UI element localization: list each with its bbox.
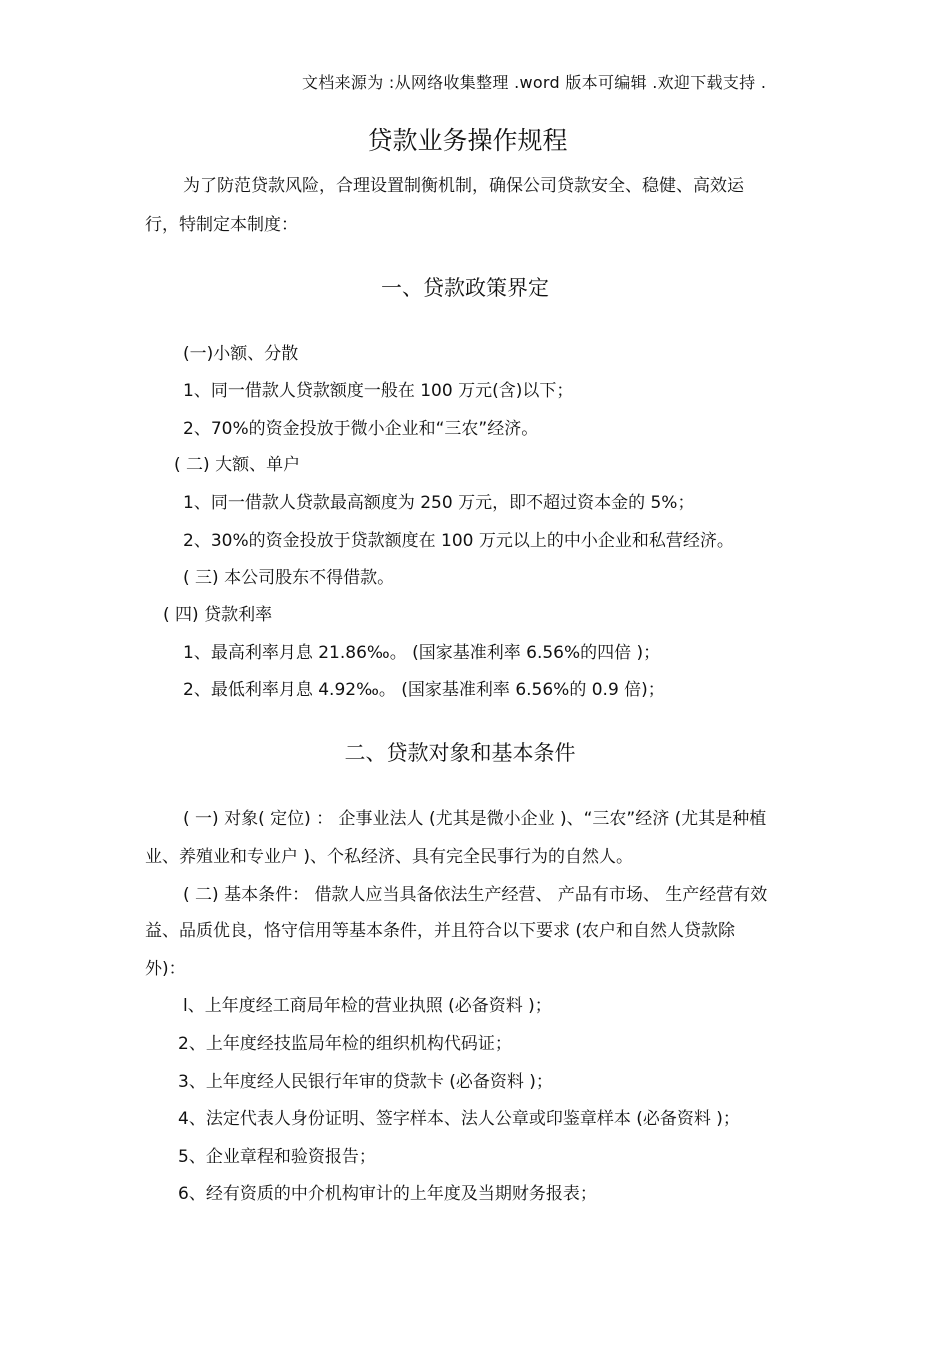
policy-line: 2、30%的资金投放于贷款额度在 100 万元以上的中小企业和私营经济。	[183, 531, 734, 551]
policy-line: 1、最高利率月息 21.86‰。 (国家基准利率 6.56%的四倍 )；	[183, 643, 661, 663]
condition-line: ( 二) 基本条件： 借款人应当具备依法生产经营、 产品有市场、 生产经营有效	[183, 885, 768, 905]
document-title: 贷款业务操作规程	[367, 126, 568, 155]
condition-line: 5、企业章程和验资报告；	[178, 1147, 376, 1167]
intro-paragraph-line: 行，特制定本制度：	[145, 215, 298, 235]
policy-line: (一)小额、分散	[183, 344, 299, 364]
policy-line: 1、同一借款人贷款额度一般在 100 万元(含)以下；	[183, 381, 574, 401]
policy-line: ( 二) 大额、单户	[174, 455, 301, 475]
policy-line: 2、最低利率月息 4.92‰。 (国家基准利率 6.56%的 0.9 倍)；	[183, 680, 665, 700]
section-heading-1: 一、贷款政策界定	[381, 276, 549, 300]
page-header: 文档来源为 :从网络收集整理 .word 版本可编辑 .欢迎下载支持 .	[302, 73, 767, 92]
condition-line: 业、养殖业和专业户 )、个私经济、具有完全民事行为的自然人。	[145, 847, 634, 867]
condition-line: ( 一) 对象( 定位) ： 企事业法人 (尤其是微小企业 )、“三农”经济 (尤其是种植	[183, 809, 767, 829]
condition-line: 6、经有资质的中介机构审计的上年度及当期财务报表；	[178, 1184, 597, 1204]
policy-line: ( 三) 本公司股东不得借款。	[183, 568, 395, 588]
condition-line: 3、上年度经人民银行年审的贷款卡 (必备资料 )；	[178, 1072, 553, 1092]
intro-paragraph-line: 为了防范贷款风险，合理设置制衡机制，确保公司贷款安全、稳健、高效运	[183, 176, 744, 196]
policy-line: ( 四) 贷款利率	[163, 605, 273, 625]
condition-line: 益、品质优良，恪守信用等基本条件，并且符合以下要求 (农户和自然人贷款除	[145, 921, 736, 941]
policy-line: 2、70%的资金投放于微小企业和“三农”经济。	[183, 419, 539, 439]
condition-line: 4、法定代表人身份证明、签字样本、法人公章或印鉴章样本 (必备资料 )；	[178, 1109, 740, 1129]
condition-line: 2、上年度经技监局年检的组织机构代码证；	[178, 1034, 512, 1054]
condition-line: 外)：	[145, 959, 186, 979]
section-heading-2: 二、贷款对象和基本条件	[344, 741, 576, 765]
condition-line: l、上年度经工商局年检的营业执照 (必备资料 )；	[183, 996, 552, 1016]
policy-line: 1、同一借款人贷款最高额度为 250 万元，即不超过资本金的 5%；	[183, 493, 695, 513]
